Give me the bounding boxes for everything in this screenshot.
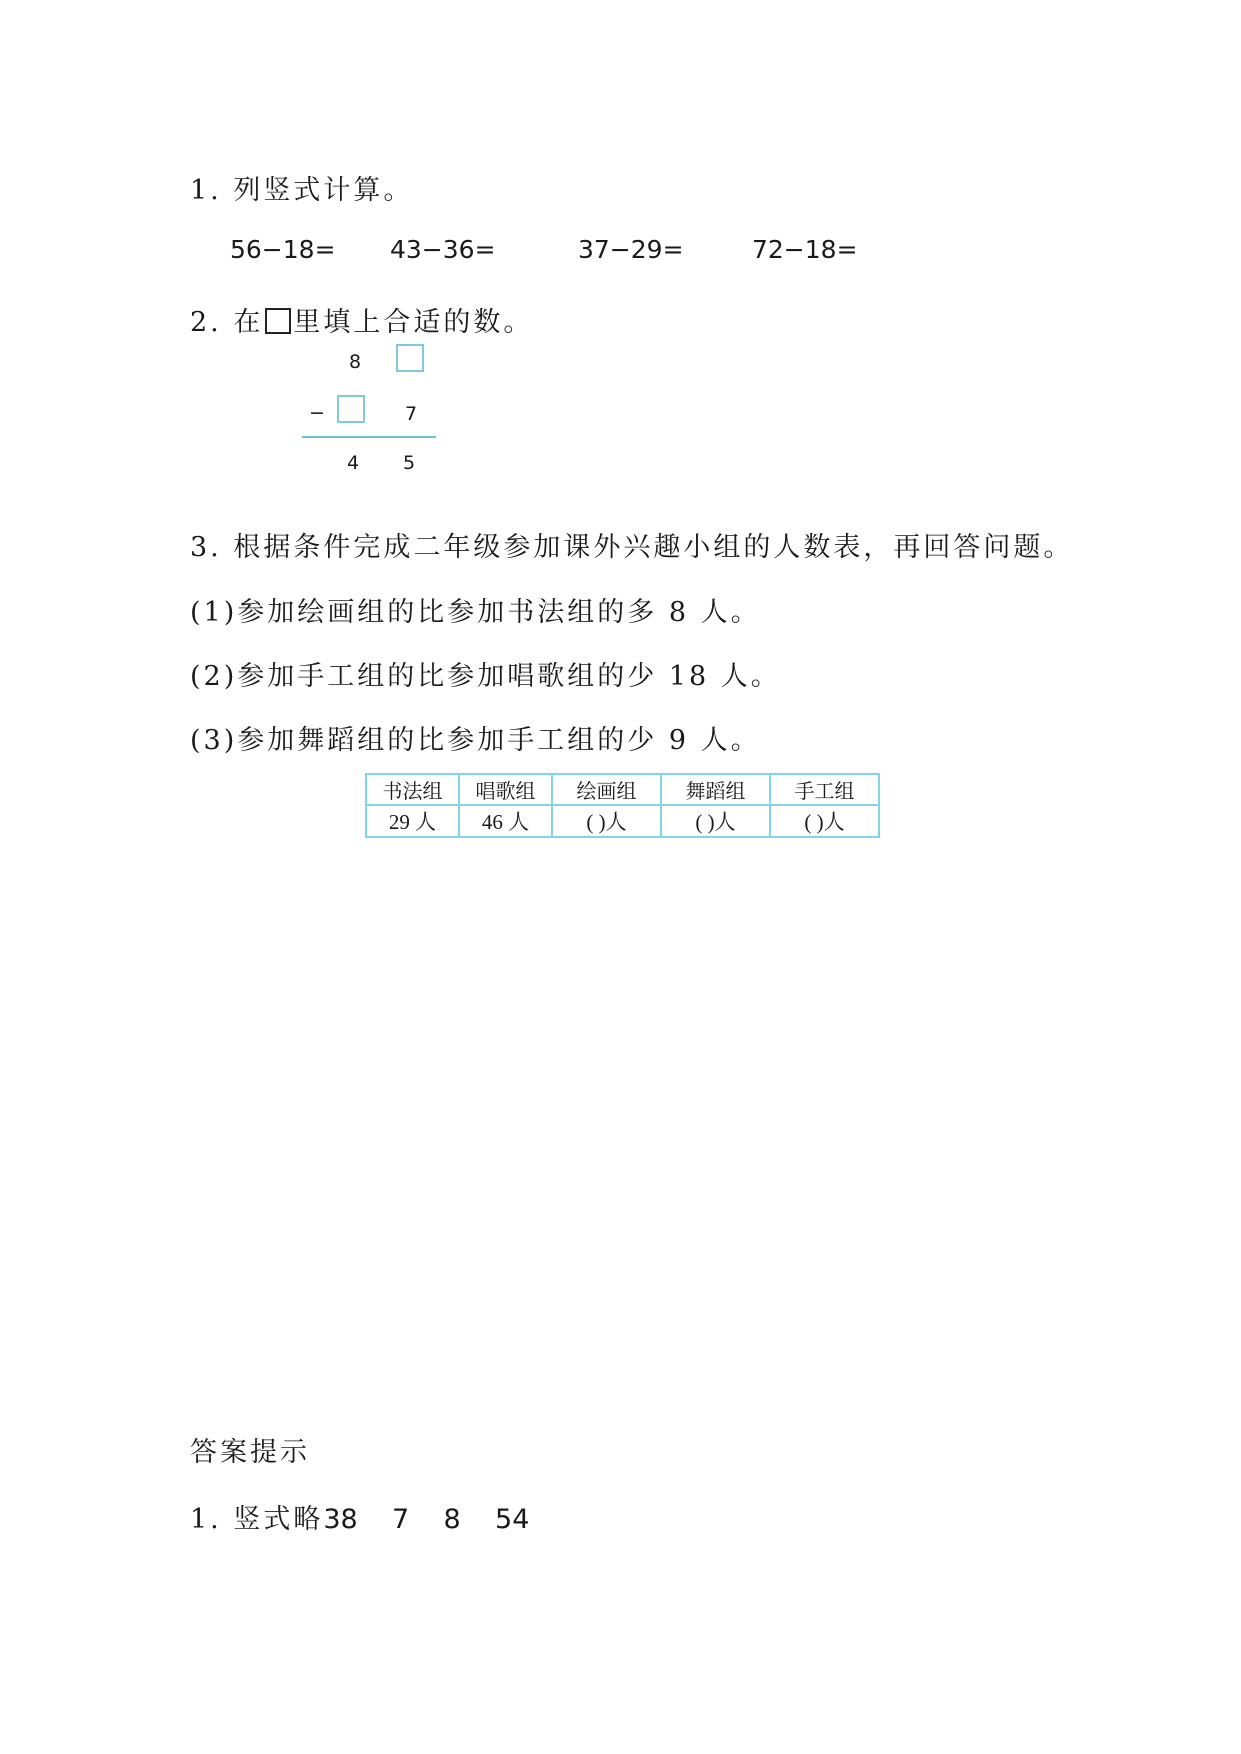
q1-expression-3: 37−29= [578, 235, 684, 264]
blank-box-top-ones[interactable] [396, 344, 424, 372]
interest-group-table [365, 773, 880, 838]
q1-expression-1: 56−18= [230, 235, 336, 264]
table-value-row [366, 805, 879, 837]
blank-box-second-tens[interactable] [337, 395, 365, 423]
header-painting: 绘画组 [552, 774, 661, 805]
value-dance[interactable]: ( )人 [661, 805, 770, 837]
q2-title-suffix: 里填上合适的数。 [293, 307, 534, 338]
minus-operator: − [309, 402, 325, 424]
q3-condition-2: (2)参加手工组的比参加唱歌组的少 18 人。 [190, 661, 781, 692]
value-singing: 46 人 [459, 805, 552, 837]
value-calligraphy: 29 人 [366, 805, 459, 837]
result-tens-digit: 4 [347, 452, 360, 474]
header-calligraphy: 书法组 [366, 774, 459, 805]
q3-condition-3: (3)参加舞蹈组的比参加手工组的少 9 人。 [190, 725, 761, 756]
header-dance: 舞蹈组 [661, 774, 770, 805]
q2-title [190, 300, 533, 339]
sum-line [302, 436, 436, 438]
q3-condition-1: (1)参加绘画组的比参加书法组的多 8 人。 [190, 597, 761, 628]
q1-expression-4: 72−18= [752, 235, 858, 264]
table-header-row [366, 774, 879, 805]
q2-title-prefix: 2. 在 [190, 307, 264, 338]
q1-expression-2: 43−36= [390, 235, 496, 264]
second-ones-digit: 7 [405, 403, 418, 425]
value-handcraft[interactable]: ( )人 [770, 805, 879, 837]
value-painting[interactable]: ( )人 [552, 805, 661, 837]
top-tens-digit: 8 [349, 351, 362, 373]
empty-box-icon [265, 308, 291, 334]
header-singing: 唱歌组 [459, 774, 552, 805]
answers-line-1-label: 1. 竖式略 [190, 1504, 324, 1535]
result-ones-digit: 5 [403, 452, 416, 474]
answers-title: 答案提示 [190, 1437, 310, 1468]
header-handcraft: 手工组 [770, 774, 879, 805]
q1-title: 1. 列竖式计算。 [190, 175, 414, 206]
answers-line-1 [190, 1497, 529, 1536]
answers-line-1-values: 38 7 8 54 [323, 1504, 530, 1535]
q3-title: 3. 根据条件完成二年级参加课外兴趣小组的人数表，再回答问题。 [190, 532, 1074, 563]
